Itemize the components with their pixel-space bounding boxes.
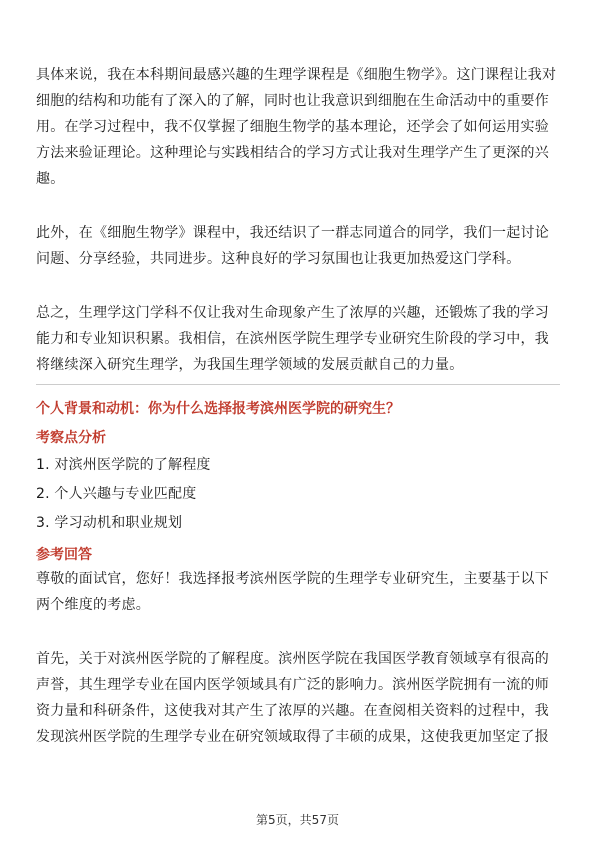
analysis-points-list: [36, 451, 560, 538]
body-paragraph-2: 此外，在《细胞生物学》课程中，我还结识了一群志同道合的同学，我们一起讨论问题、分享经验，共同进步。这种良好的学习氛围也让我更加热爱这门学科。: [36, 225, 549, 267]
analysis-heading: 考察点分析: [36, 430, 106, 446]
body-paragraph-3: 总之，生理学这门学科不仅让我对生命现象产生了浓厚的兴趣，还锻炼了我的学习能力和专业知识积累。我相信，在滨州医学院生理学专业研究生阶段的学习中，我将继续深入研究生理学，为我国生理学领域的发展贡献自己的力量。: [36, 305, 549, 373]
section-divider: [36, 384, 560, 385]
body-paragraph-1: 具体来说，我在本科期间最感兴趣的生理学课程是《细胞生物学》。这门课程让我对细胞的结构和功能有了深入的了解，同时也让我意识到细胞在生命活动中的重要作用。在学习过程中，我不仅掌握了细胞生物学的基本理论，还学会了如何运用实验方法来验证理论。这种理论与实践相结合的学习方式让我对生理学产生了更深的兴趣。: [36, 67, 557, 187]
interview-question: 个人背景和动机：你为什么选择报考滨州医学院的研究生？: [36, 401, 400, 417]
answer-paragraph-2: 首先，关于对滨州医学院的了解程度。滨州医学院在我国医学教育领域享有很高的声誉，其生理学专业在国内医学领域具有广泛的影响力。滨州医学院拥有一流的师资力量和科研条件，这使我对其产生了浓厚的兴趣。在查阅相关资料的过程中，我发现滨州医学院的生理学专业在研究领域取得了丰硕的成果，这使我更加坚定了报: [36, 651, 549, 745]
page-content: [36, 62, 560, 750]
analysis-point: 3. 学习动机和职业规划: [36, 515, 183, 531]
analysis-point: 2. 个人兴趣与专业匹配度: [36, 486, 197, 502]
answer-heading: 参考回答: [36, 547, 92, 563]
page-number-footer: 第5页，共57页: [256, 813, 339, 827]
answer-paragraph-1: 尊敬的面试官，您好！我选择报考滨州医学院的生理学专业研究生，主要基于以下两个维度的考虑。: [36, 571, 549, 613]
analysis-point: 1. 对滨州医学院的了解程度: [36, 457, 211, 473]
